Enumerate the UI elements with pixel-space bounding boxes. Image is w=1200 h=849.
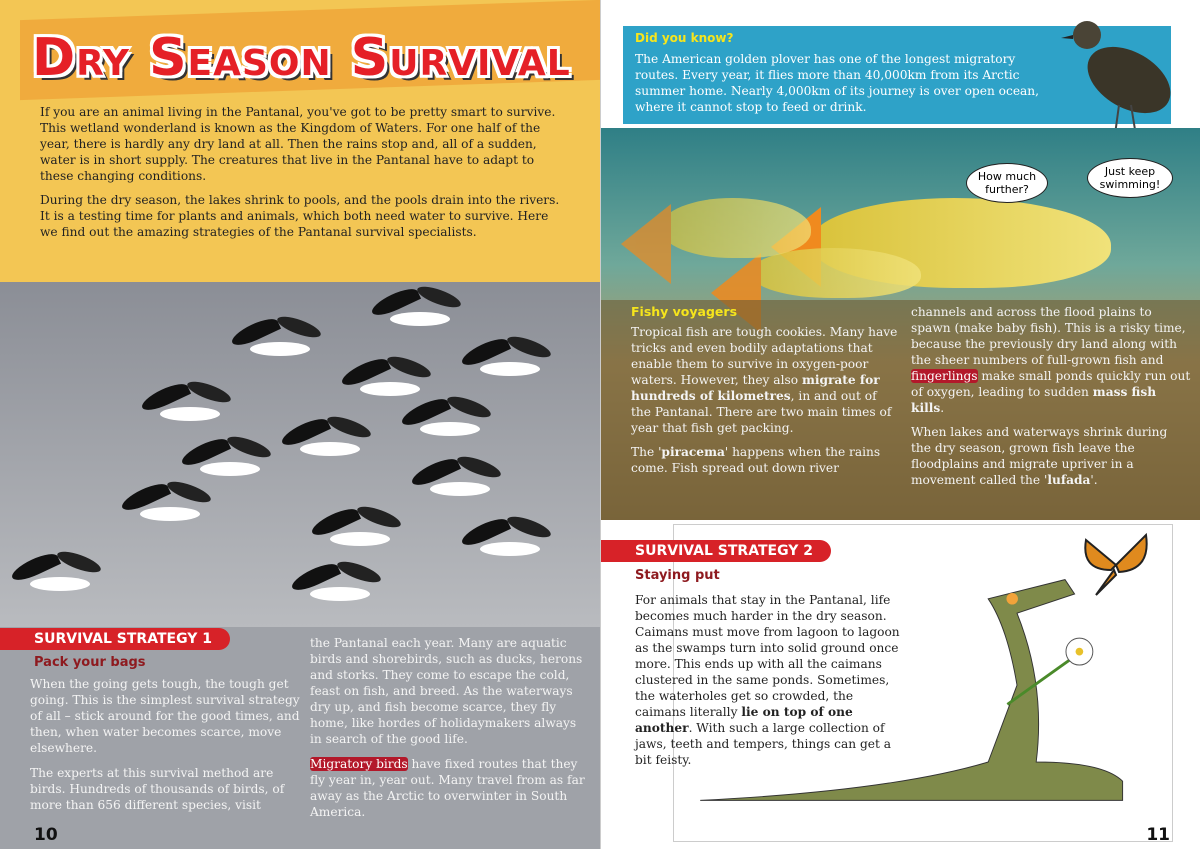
page-number: 11	[1146, 825, 1170, 845]
highlighted-term: fingerlings	[911, 369, 978, 383]
page-title: Dry Season Survival	[32, 28, 571, 88]
speech-bubble: How much further?	[966, 163, 1048, 203]
section-subtitle: Fishy voyagers	[631, 304, 738, 319]
bold-text: mass fish kills	[911, 385, 1157, 415]
survival-strategy-1-tag: SURVIVAL STRATEGY 1	[0, 628, 230, 650]
did-you-know-text: The American golden plover has one of the longest migratory routes. Every year, it flies more than 40,000km from its Arctic summer home. Nearly 4,000km of its journey is over open ocean, where it cannot stop to feed or drink.	[635, 52, 1040, 114]
speech-bubble: Just keep swimming!	[1087, 158, 1173, 198]
fishy-voyagers-panel	[601, 300, 1200, 520]
page-number: 10	[34, 825, 58, 845]
body-paragraph	[911, 424, 1191, 488]
column-1	[631, 324, 899, 485]
highlighted-term: Migratory birds	[310, 757, 408, 771]
intro-text	[40, 104, 565, 248]
text: Tropical fish are tough cookies. Many have tricks and even bodily adaptations that enable them to survive in oxygen-poor waters. However, they also	[631, 325, 898, 387]
body-paragraph	[310, 756, 590, 820]
text: For animals that stay in the Pantanal, life becomes much harder in the dry season. Caimans must move from lagoon to lagoon as the swamps turn into solid ground once more. This ends up with all the caimans clustered in the same ponds. Sometimes, the waterholes get so crowded, the caimans literally	[635, 593, 900, 719]
body-paragraph: channels and across the flood plains to spawn (make baby fish). This is a risky time, because the previously dry land along with the sheer numbers of full-grown fish and fingerlings make small ponds quickly run out of oxygen, leading to sudden mass fish kills.	[911, 305, 1191, 415]
fish	[751, 248, 921, 298]
bold-text: lufada	[1047, 473, 1091, 487]
column-2	[911, 304, 1191, 497]
column-1	[30, 676, 300, 822]
text: channels and across the flood plains to spawn (make baby fish). This is a risky time, because the previously dry land along with the sheer numbers of full-grown fish and	[911, 305, 1186, 367]
survival-strategy-2-tag: SURVIVAL STRATEGY 2	[601, 540, 831, 562]
column-2	[310, 635, 590, 829]
body-paragraph: The experts at this survival method are birds. Hundreds of thousands of birds, of more than 656 different species, visit	[30, 766, 285, 812]
text: The '	[631, 445, 662, 459]
bold-text: lie on top of one another	[635, 705, 853, 735]
text: ' happens when the rains come. Fish spread out down river	[631, 445, 881, 475]
body-paragraph	[631, 324, 899, 436]
fish	[661, 198, 811, 258]
section-subtitle: Staying put	[635, 568, 720, 583]
text: have fixed routes that they fly year in, year out. Many travel from as far away as the Arctic to overwinter in South America.	[310, 757, 585, 819]
body-paragraph	[631, 444, 899, 476]
text: When lakes and waterways shrink during the dry season, grown fish leave the floodplains and migrate upriver in a movement called the '	[911, 425, 1168, 487]
intro-paragraph: If you are an animal living in the Pantanal, you've got to be pretty smart to survive. This wetland wonderland is known as the Kingdom of Waters. For one half of the year, there is hardly any dry land at all. Then the rains stop and, all of a sudden, water is in short supply. The creatures that live in the Pantanal have to adapt to these changing conditions.	[40, 105, 556, 183]
text: , in and out of the Pantanal. There are two main times of year that fish get packing.	[631, 389, 892, 435]
bold-text: migrate for hundreds of kilometres	[631, 373, 880, 403]
intro-paragraph: During the dry season, the lakes shrink to pools, and the pools drain into the rivers. It is a testing time for plants and animals, which both need water to survive. Here we find out the amazing strategies of the Pantanal survival specialists.	[40, 193, 560, 239]
golden-plover-illustration	[1059, 10, 1189, 145]
text: '.	[1090, 473, 1098, 487]
text: make small ponds quickly run out of oxygen, leading to sudden	[911, 369, 1191, 399]
bold-text: piracema	[661, 445, 725, 459]
butterfly-illustration	[1081, 530, 1151, 600]
text: . With such a large collection of jaws, teeth and tempers, things can get a bit feisty.	[635, 721, 892, 767]
did-you-know-title: Did you know?	[635, 31, 734, 45]
fish-photo	[601, 128, 1200, 520]
right-page	[600, 0, 1200, 849]
storks-photo	[0, 282, 600, 627]
body-paragraph	[635, 592, 907, 768]
body-paragraph: When the going gets tough, the tough get going. This is the simplest survival strategy of all – stick around for the good times, and then, when water becomes scarce, move elsewhere.	[30, 677, 300, 755]
body-paragraph: the Pantanal each year. Many are aquatic birds and shorebirds, such as ducks, herons and storks. They come to escape the cold, feast on fish, and breed. As the waterways dry up, and fish become scarce, they fly home, like hordes of holidaymakers always in search of the good life.	[310, 636, 583, 746]
section-subtitle: Pack your bags	[34, 655, 146, 670]
